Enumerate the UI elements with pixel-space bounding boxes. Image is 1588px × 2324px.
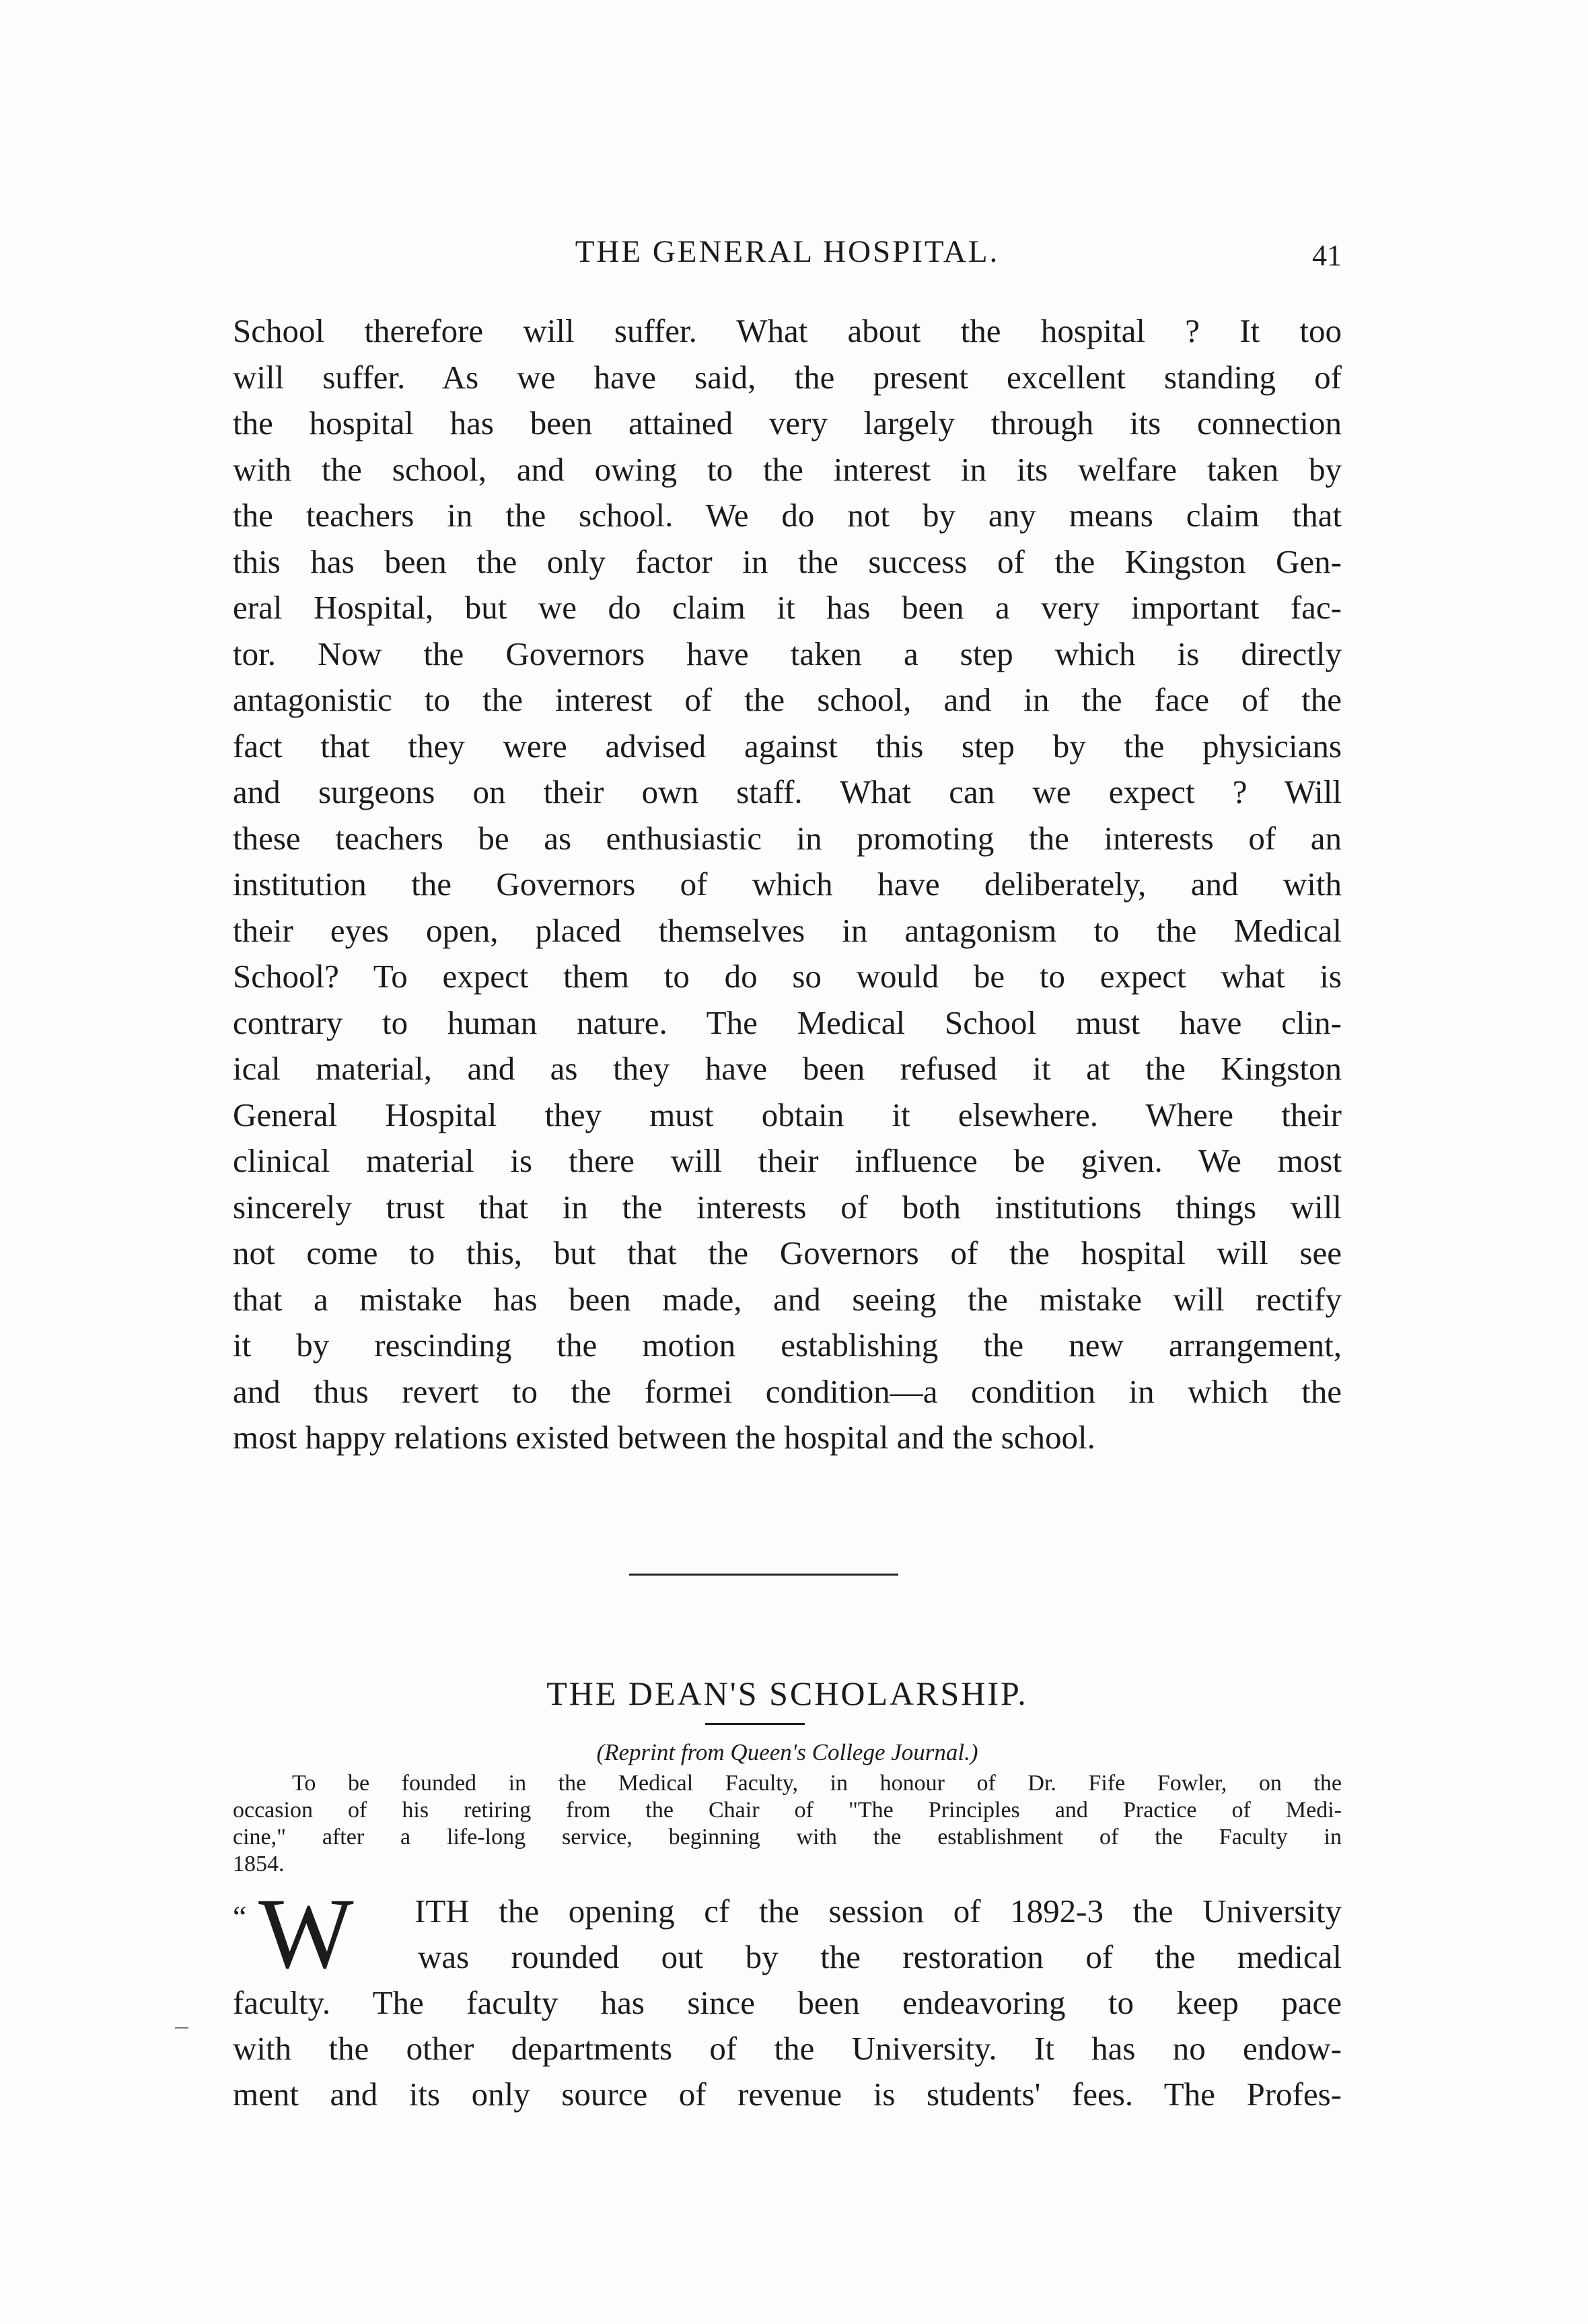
title-underline <box>705 1723 805 1725</box>
text-line: ITH the opening cf the session of 1892-3 the University <box>414 1893 1342 1930</box>
text-line: these teachers be as enthusiastic in promoting the interests of an <box>233 819 1342 857</box>
text-line: and surgeons on their own staff. What can we expect ? Will <box>233 773 1342 810</box>
section-divider <box>629 1574 898 1576</box>
note-line: occasion of his retiring from the Chair of "The Principles and Practice of Medi- <box>233 1798 1342 1823</box>
article-opening <box>233 1878 1342 2205</box>
text-line: tor. Now the Governors have taken a step which is directly <box>233 635 1342 672</box>
text-line: ical material, and as they have been refused it at the Kingston <box>233 1050 1342 1087</box>
drop-cap: W <box>258 1878 354 1990</box>
text-line: it by rescinding the motion establishing the new arrangement, <box>233 1327 1342 1364</box>
article-continuation <box>233 308 1342 1461</box>
text-line: General Hospital they must obtain it elsewhere. Where their <box>233 1096 1342 1133</box>
page-number: 41 <box>1312 239 1342 272</box>
text-line: with the school, and owing to the interest in its welfare taken by <box>233 450 1342 488</box>
text-line: the hospital has been attained very largely through its connection <box>233 404 1342 442</box>
note-line: cine," after a life-long service, beginning with the establishment of the Faculty in <box>233 1825 1342 1850</box>
running-head <box>233 230 1342 273</box>
text-line: fact that they were advised against this step by the physicians <box>233 727 1342 765</box>
text-line: ment and its only source of revenue is students' fees. The Profes- <box>233 2076 1342 2113</box>
text-line: School? To expect them to do so would be to expect what is <box>233 958 1342 995</box>
text-line: antagonistic to the interest of the school, and in the face of the <box>233 681 1342 718</box>
text-line: their eyes open, placed themselves in antagonism to the Medical <box>233 911 1342 949</box>
note-line: To be founded in the Medical Faculty, in honour of Dr. Fife Fowler, on the <box>292 1771 1342 1796</box>
running-title: THE GENERAL HOSPITAL. <box>575 234 1000 269</box>
text-line: the teachers in the school. We do not by any means claim that <box>233 497 1342 534</box>
text-line: that a mistake has been made, and seeing the mistake will rectify <box>233 1280 1342 1318</box>
text-line: institution the Governors of which have deliberately, and with <box>233 866 1342 903</box>
dedication-note <box>233 1770 1342 1878</box>
text-line: contrary to human nature. The Medical School must have clin- <box>233 1003 1342 1041</box>
text-line: most happy relations existed between the hospital and the school. <box>233 1419 1095 1456</box>
text-line: not come to this, but that the Governors of the hospital will see <box>233 1234 1342 1271</box>
text-line: and thus revert to the formei condition—a condition in which the <box>233 1372 1342 1410</box>
text-line: was rounded out by the restoration of the medical <box>418 1938 1342 1975</box>
text-line: School therefore will suffer. What about the hospital ? It too <box>233 312 1342 349</box>
text-line: with the other departments of the University. It has no endow- <box>233 2030 1342 2067</box>
note-line: 1854. <box>233 1852 285 1876</box>
opening-quote: “ <box>233 1899 247 1934</box>
text-line: will suffer. As we have said, the present excellent standing of <box>233 358 1342 396</box>
reprint-note: (Reprint from Queen's College Journal.) <box>596 1739 978 1765</box>
margin-mark <box>175 2027 188 2029</box>
section-title: THE DEAN'S SCHOLARSHIP. <box>546 1675 1028 1712</box>
text-line: sincerely trust that in the interests of both institutions things will <box>233 1188 1342 1226</box>
text-line: this has been the only factor in the success of the Kingston Gen- <box>233 542 1342 580</box>
text-line: faculty. The faculty has since been endeavoring to keep pace <box>233 1984 1342 2021</box>
text-line: eral Hospital, but we do claim it has been a very important fac- <box>233 589 1342 626</box>
text-line: clinical material is there will their influence be given. We most <box>233 1142 1342 1179</box>
